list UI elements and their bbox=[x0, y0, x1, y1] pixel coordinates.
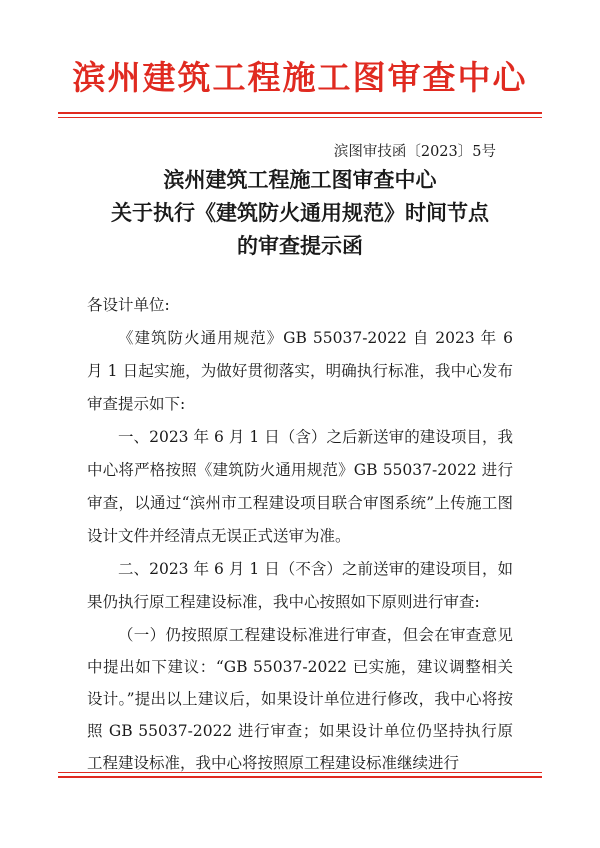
document-body bbox=[87, 289, 513, 779]
letterhead-rule-thick bbox=[58, 112, 542, 114]
footer-rule-thin bbox=[58, 772, 542, 773]
document-title-line-2: 关于执行《建筑防火通用规范》时间节点 bbox=[111, 200, 489, 225]
letterhead-rule-thin bbox=[58, 117, 542, 118]
body-paragraph-item-1: 一、2023 年 6 月 1 日（含）之后新送审的建设项目，我中心将严格按照《建筑防火通用规范》GB 55037-2022 进行审查，以通过“滨州市工程建设项目联合审图系统”上传施工图设计文件并经清点无误正式送审为准。 bbox=[87, 428, 513, 545]
document-title-line-1: 滨州建筑工程施工图审查中心 bbox=[163, 167, 437, 192]
document-title-line-3: 的审查提示函 bbox=[237, 233, 363, 258]
body-paragraph-intro: 《建筑防火通用规范》GB 55037-2022 自 2023 年 6 月 1 日起实施，为做好贯彻落实，明确执行标准，我中心发布审查提示如下: bbox=[87, 329, 513, 413]
letterhead-title: 滨州建筑工程施工图审查中心 bbox=[72, 58, 528, 97]
body-paragraph-item-2: 二、2023 年 6 月 1 日（不含）之前送审的建设项目，如果仍执行原工程建设标准，我中心按照如下原则进行审查: bbox=[87, 560, 513, 611]
salutation: 各设计单位: bbox=[87, 296, 170, 314]
footer-rule-thick bbox=[58, 776, 542, 778]
document-number: 滨图审技函〔2023〕5号 bbox=[333, 144, 496, 160]
body-paragraph-subitem-1: （一）仍按照原工程建设标准进行审查，但会在审查意见中提出如下建议：“GB 55037-2022 已实施，建议调整相关设计。”提出以上建议后，如果设计单位进行修改，我中心将按照 GB 55037-2022 进行审查；如果设计单位仍坚持执行原工程建设标准，我中心将按照原工程建设标准继续进行 bbox=[87, 626, 513, 772]
